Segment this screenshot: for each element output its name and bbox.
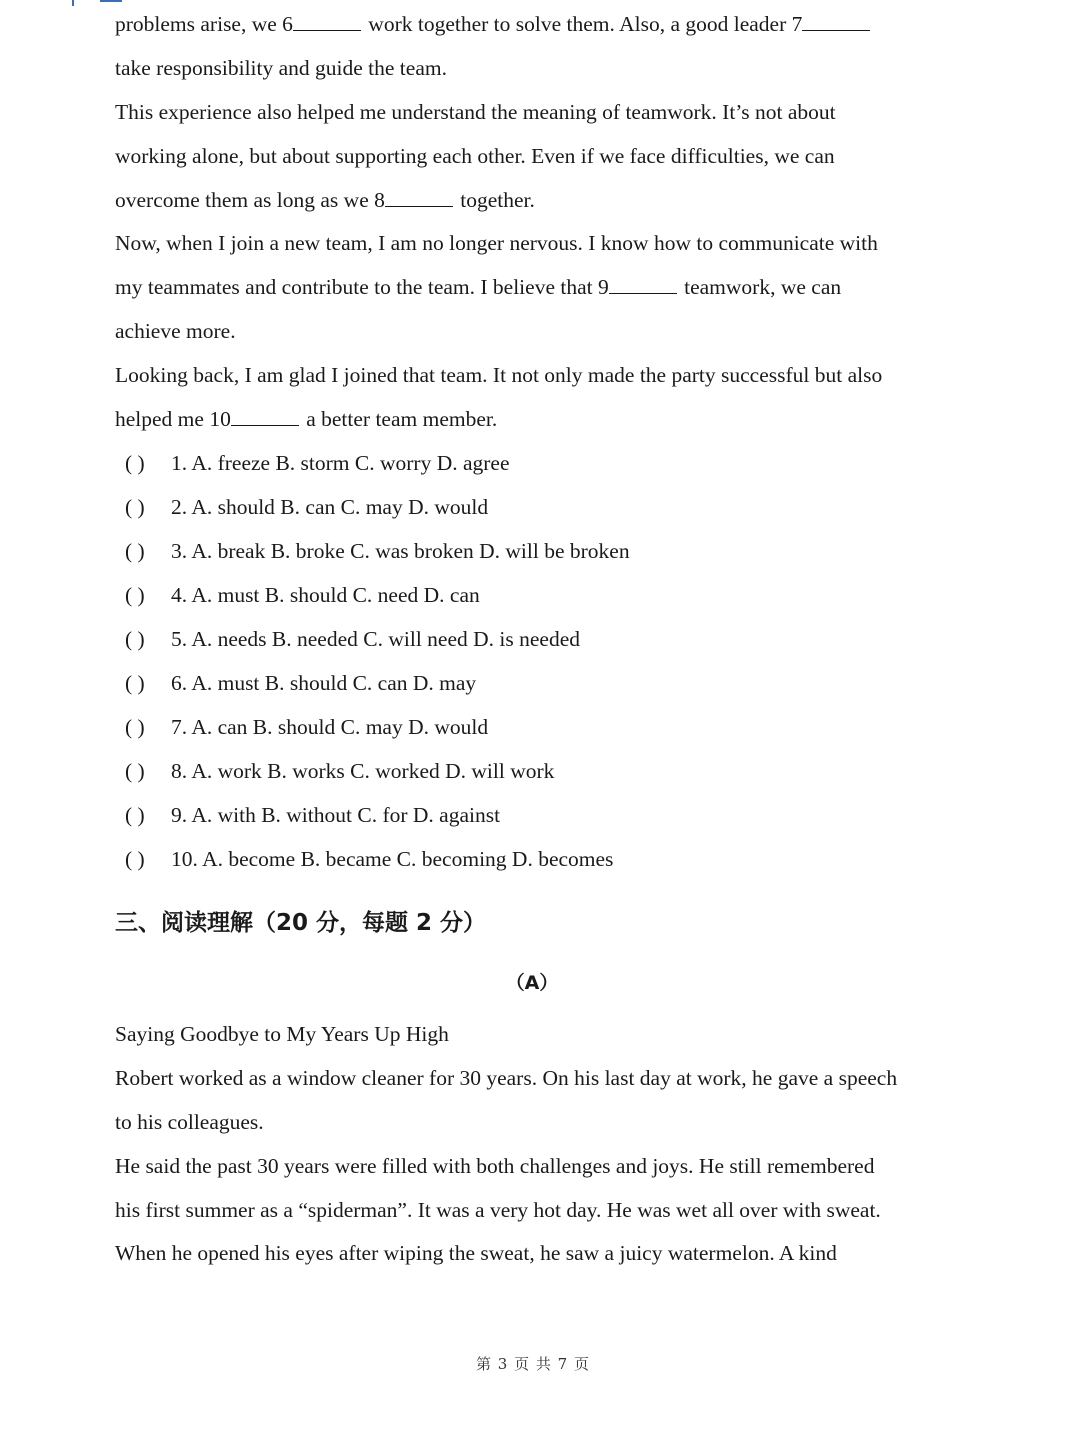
part-label: （A） — [505, 972, 559, 994]
answer-paren[interactable]: ( ) — [125, 451, 145, 475]
answer-paren[interactable]: ( ) — [125, 715, 145, 739]
passage-line-5: overcome them as long as we 8 together. — [115, 188, 535, 212]
reading-line-1: Robert worked as a window cleaner for 30 years. On his last day at work, he gave a speech — [115, 1066, 898, 1090]
option-text: 8. A. work B. works C. worked D. will work — [171, 759, 555, 783]
passage-line-8: achieve more. — [115, 319, 236, 343]
passage-line-1: problems arise, we 6 work together to solve them. Also, a good leader 7 — [115, 9, 872, 39]
passage-line-3: This experience also helped me understand the meaning of teamwork. It’s not about — [115, 100, 836, 124]
blank-9[interactable] — [609, 273, 677, 294]
option-text: 9. A. with B. without C. for D. against — [171, 803, 501, 827]
option-row — [125, 800, 500, 830]
option-text: 4. A. must B. should C. need D. can — [171, 583, 480, 607]
passage-line-10: helped me 10 a better team member. — [115, 407, 498, 431]
reading-title: Saying Goodbye to My Years Up High — [115, 1022, 449, 1046]
blank-6[interactable] — [293, 10, 361, 31]
answer-paren[interactable]: ( ) — [125, 803, 145, 827]
option-row — [125, 536, 630, 566]
option-row — [125, 624, 580, 654]
option-row — [125, 448, 510, 478]
page-number: 第 3 页 共 7 页 — [476, 1355, 590, 1373]
blank-10[interactable] — [231, 405, 299, 426]
passage-line-6: Now, when I join a new team, I am no longer nervous. I know how to communicate with — [115, 231, 878, 255]
option-text: 2. A. should B. can C. may D. would — [171, 495, 489, 519]
option-text: 1. A. freeze B. storm C. worry D. agree — [171, 451, 510, 475]
passage-line-2: take responsibility and guide the team. — [115, 56, 447, 80]
answer-paren[interactable]: ( ) — [125, 583, 145, 607]
passage-line-7: my teammates and contribute to the team. I believe that 9 teamwork, we can — [115, 275, 842, 299]
reading-line-3: He said the past 30 years were filled with both challenges and joys. He still remembered — [115, 1154, 875, 1178]
edge-mark — [72, 0, 74, 6]
blank-8[interactable] — [385, 186, 453, 207]
option-row — [125, 756, 554, 786]
option-text: 7. A. can B. should C. may D. would — [171, 715, 489, 739]
option-row — [125, 712, 488, 742]
answer-paren[interactable]: ( ) — [125, 759, 145, 783]
reading-line-4: his first summer as a “spiderman”. It was a very hot day. He was wet all over with sweat. — [115, 1198, 881, 1222]
blank-7[interactable] — [802, 10, 870, 31]
reading-line-5: When he opened his eyes after wiping the sweat, he saw a juicy watermelon. A kind — [115, 1241, 837, 1265]
option-row — [125, 668, 476, 698]
answer-paren[interactable]: ( ) — [125, 847, 145, 871]
option-row — [125, 844, 613, 874]
answer-paren[interactable]: ( ) — [125, 671, 145, 695]
option-row — [125, 492, 488, 522]
passage-line-9: Looking back, I am glad I joined that team. It not only made the party successful but also — [115, 363, 883, 387]
option-text: 10. A. become B. became C. becoming D. becomes — [171, 847, 614, 871]
reading-line-2: to his colleagues. — [115, 1110, 264, 1134]
passage-line-4: working alone, but about supporting each other. Even if we face difficulties, we can — [115, 144, 835, 168]
answer-paren[interactable]: ( ) — [125, 495, 145, 519]
option-text: 6. A. must B. should C. can D. may — [171, 671, 477, 695]
option-text: 5. A. needs B. needed C. will need D. is needed — [171, 627, 581, 651]
option-row — [125, 580, 480, 610]
edge-line — [100, 0, 122, 2]
answer-paren[interactable]: ( ) — [125, 539, 145, 563]
section-heading: 三、阅读理解（20 分，每题 2 分） — [115, 910, 487, 936]
option-text: 3. A. break B. broke C. was broken D. will be broken — [171, 539, 630, 563]
answer-paren[interactable]: ( ) — [125, 627, 145, 651]
